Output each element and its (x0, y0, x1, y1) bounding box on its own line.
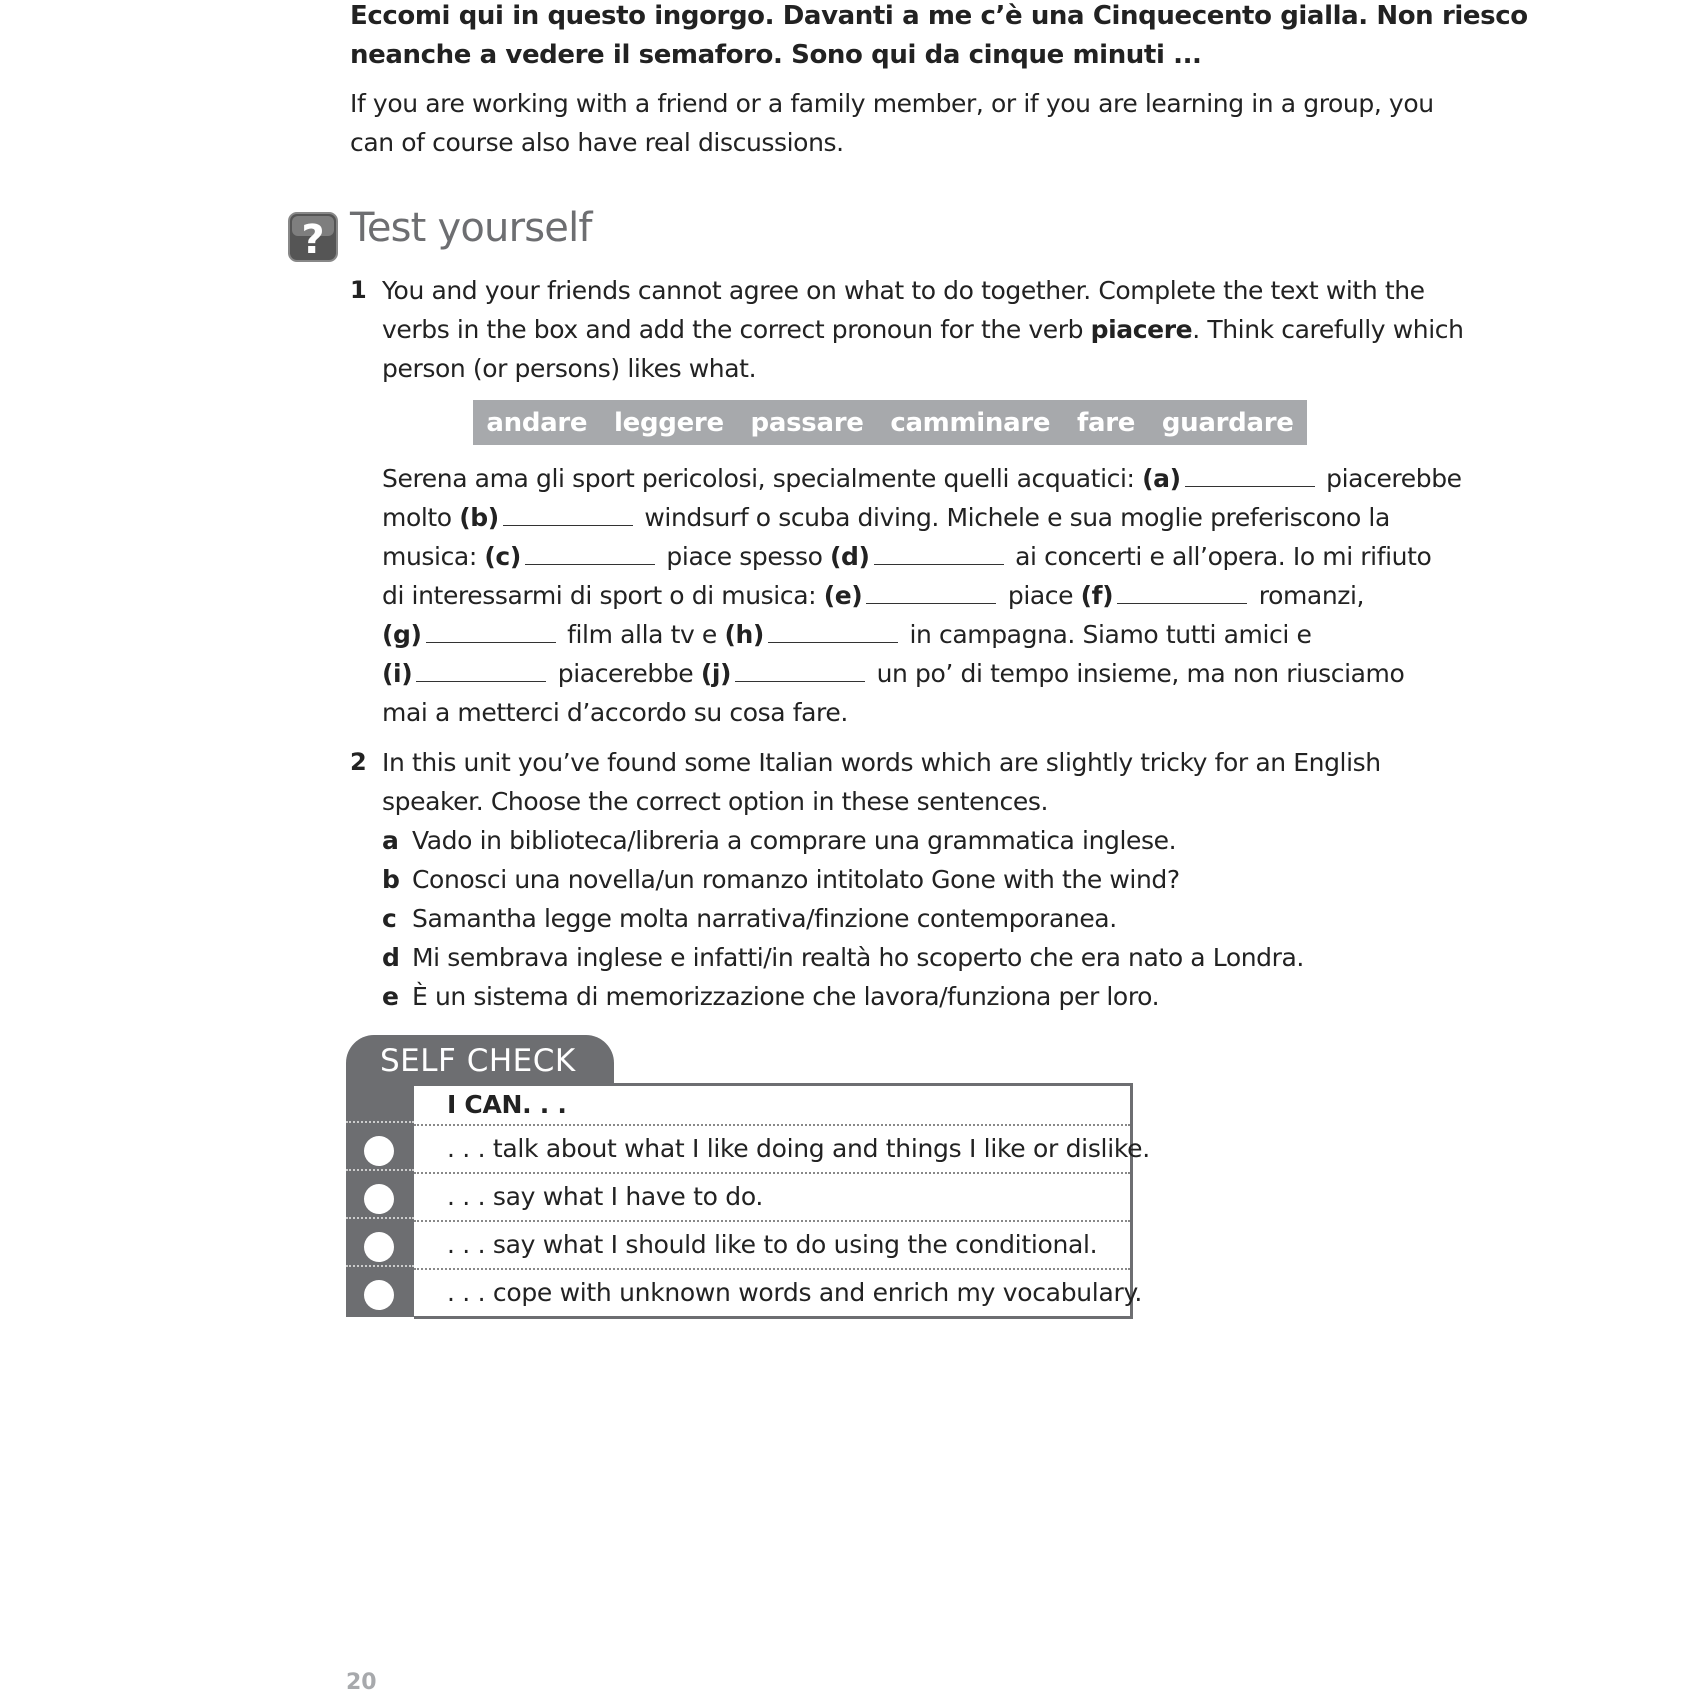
svg-text:?: ? (301, 217, 325, 262)
exercise-1-instruction-line-2 (382, 310, 1464, 349)
exercise-text-line-5 (382, 615, 1311, 654)
section-title: Test yourself (350, 205, 592, 251)
self-check-row (414, 1174, 1130, 1222)
page-number: 20 (346, 1670, 377, 1695)
intro-bold-paragraph (350, 0, 1528, 75)
intro-line-2: can of course also have real discussions. (350, 128, 844, 157)
exercise-text-line-1 (382, 459, 1462, 498)
gap-label: (h) (724, 620, 764, 649)
text-segment: ai concerti e all’opera. Io mi rifiuto (1007, 542, 1432, 571)
self-check-header: I CAN. . . (447, 1090, 567, 1119)
checkbox-circle[interactable] (364, 1184, 394, 1214)
instruction-text: . Think carefully which (1192, 315, 1464, 344)
gap-blank[interactable] (735, 655, 865, 682)
question-mark-icon (288, 212, 338, 262)
text-segment: molto (382, 503, 460, 532)
self-check-table (414, 1083, 1150, 1319)
exercise-2-number: 2 (350, 748, 367, 776)
text-segment: Serena ama gli sport pericolosi, specialmente quelli acquatici: (382, 464, 1143, 493)
exercise-1-instruction-line-3: person (or persons) likes what. (382, 354, 757, 383)
self-check-sidebar (346, 1083, 414, 1317)
gap-label: (d) (830, 542, 870, 571)
exercise-text-line-2 (382, 498, 1390, 537)
exercise-text-line-3 (382, 537, 1431, 576)
gap-blank[interactable] (768, 616, 898, 643)
intro-bold-line-1: Eccomi qui in questo ingorgo. Davanti a me c’è una Cinquecento gialla. Non riesco (350, 1, 1528, 31)
exercise-1-instruction-line-1: You and your friends cannot agree on what to do together. Complete the text with the (382, 276, 1425, 305)
row-divider (346, 1169, 414, 1171)
self-check-title: SELF CHECK (380, 1043, 576, 1079)
item-text: Samantha legge molta narrativa/finzione contemporanea. (412, 904, 1117, 933)
text-segment: piacerebbe (550, 659, 701, 688)
verb-option: leggere (614, 407, 724, 438)
item-label: c (382, 904, 397, 933)
list-item (382, 938, 1304, 977)
checkbox-circle[interactable] (364, 1136, 394, 1166)
item-text: Mi sembrava inglese e infatti/in realtà ho scoperto che era nato a Londra. (412, 943, 1304, 972)
checkbox-circle[interactable] (364, 1232, 394, 1262)
text-segment: di interessarmi di sport o di musica: (382, 581, 824, 610)
item-label: b (382, 865, 400, 894)
self-check-row-text: . . . say what I have to do. (447, 1182, 764, 1211)
verb-box (473, 400, 1307, 445)
item-label: a (382, 826, 399, 855)
verb-option: fare (1076, 407, 1136, 438)
gap-label: (f) (1080, 581, 1114, 610)
row-divider (346, 1265, 414, 1267)
item-label: d (382, 943, 400, 972)
gap-label: (j) (700, 659, 732, 688)
gap-blank[interactable] (1117, 577, 1247, 604)
self-check-row-text: . . . talk about what I like doing and things I like or dislike. (447, 1134, 1150, 1163)
gap-label: (a) (1142, 464, 1181, 493)
gap-blank[interactable] (874, 538, 1004, 565)
gap-label: (b) (459, 503, 499, 532)
gap-label: (i) (382, 659, 413, 688)
self-check-row (414, 1126, 1150, 1174)
gap-blank[interactable] (503, 499, 633, 526)
self-check-row-text: . . . say what I should like to do using the conditional. (447, 1230, 1098, 1259)
row-divider (346, 1217, 414, 1219)
exercise-2-instruction-line-2: speaker. Choose the correct option in these sentences. (382, 787, 1049, 816)
self-check-row-text: . . . cope with unknown words and enrich my vocabulary. (447, 1278, 1143, 1307)
list-item (382, 977, 1159, 1016)
text-segment: piacerebbe (1318, 464, 1462, 493)
text-segment: film alla tv e (559, 620, 725, 649)
gap-blank[interactable] (525, 538, 655, 565)
checkbox-circle[interactable] (364, 1280, 394, 1310)
self-check-row (414, 1222, 1130, 1270)
exercise-text-line-6 (382, 654, 1404, 693)
instruction-text: verbs in the box and add the correct pronoun for the verb (382, 315, 1091, 344)
intro-bold-line-2: neanche a vedere il semaforo. Sono qui da cinque minuti ... (350, 40, 1202, 70)
item-text: È un sistema di memorizzazione che lavora/funziona per loro. (412, 982, 1160, 1011)
intro-line-1: If you are working with a friend or a family member, or if you are learning in a group, you (350, 89, 1434, 118)
self-check-tab (346, 1035, 614, 1087)
item-text: Vado in biblioteca/libreria a comprare una grammatica inglese. (412, 826, 1177, 855)
gap-blank[interactable] (1185, 460, 1315, 487)
exercise-2-instruction-line-1: In this unit you’ve found some Italian words which are slightly tricky for an English (382, 748, 1381, 777)
text-segment: windsurf o scuba diving. Michele e sua moglie preferiscono la (636, 503, 1390, 532)
instruction-keyword: piacere (1090, 315, 1193, 344)
text-segment: piace (1000, 581, 1081, 610)
self-check-header-row (414, 1086, 1130, 1126)
gap-label: (c) (484, 542, 521, 571)
gap-blank[interactable] (866, 577, 996, 604)
list-item (382, 821, 1176, 860)
self-check-row (414, 1270, 1143, 1316)
list-item (382, 860, 1180, 899)
text-segment: in campagna. Siamo tutti amici e (901, 620, 1312, 649)
row-divider (346, 1121, 414, 1123)
exercise-text-line-4 (382, 576, 1364, 615)
gap-label: (e) (823, 581, 863, 610)
gap-label: (g) (382, 620, 422, 649)
list-item (382, 899, 1117, 938)
gap-blank[interactable] (426, 616, 556, 643)
item-label: e (382, 982, 399, 1011)
verb-option: passare (750, 407, 864, 438)
item-text: Conosci una novella/un romanzo intitolato Gone with the wind? (412, 865, 1180, 894)
exercise-1-number: 1 (350, 276, 367, 304)
text-segment: piace spesso (658, 542, 831, 571)
text-segment: un po’ di tempo insieme, ma non riusciamo (869, 659, 1405, 688)
verb-option: guardare (1161, 407, 1294, 438)
verb-option: andare (486, 407, 588, 438)
verb-option: camminare (890, 407, 1051, 438)
exercise-text-line-7: mai a metterci d’accordo su cosa fare. (382, 698, 848, 727)
text-segment: romanzi, (1251, 581, 1365, 610)
intro-paragraph (350, 84, 1450, 162)
text-segment: musica: (382, 542, 485, 571)
gap-blank[interactable] (416, 655, 546, 682)
